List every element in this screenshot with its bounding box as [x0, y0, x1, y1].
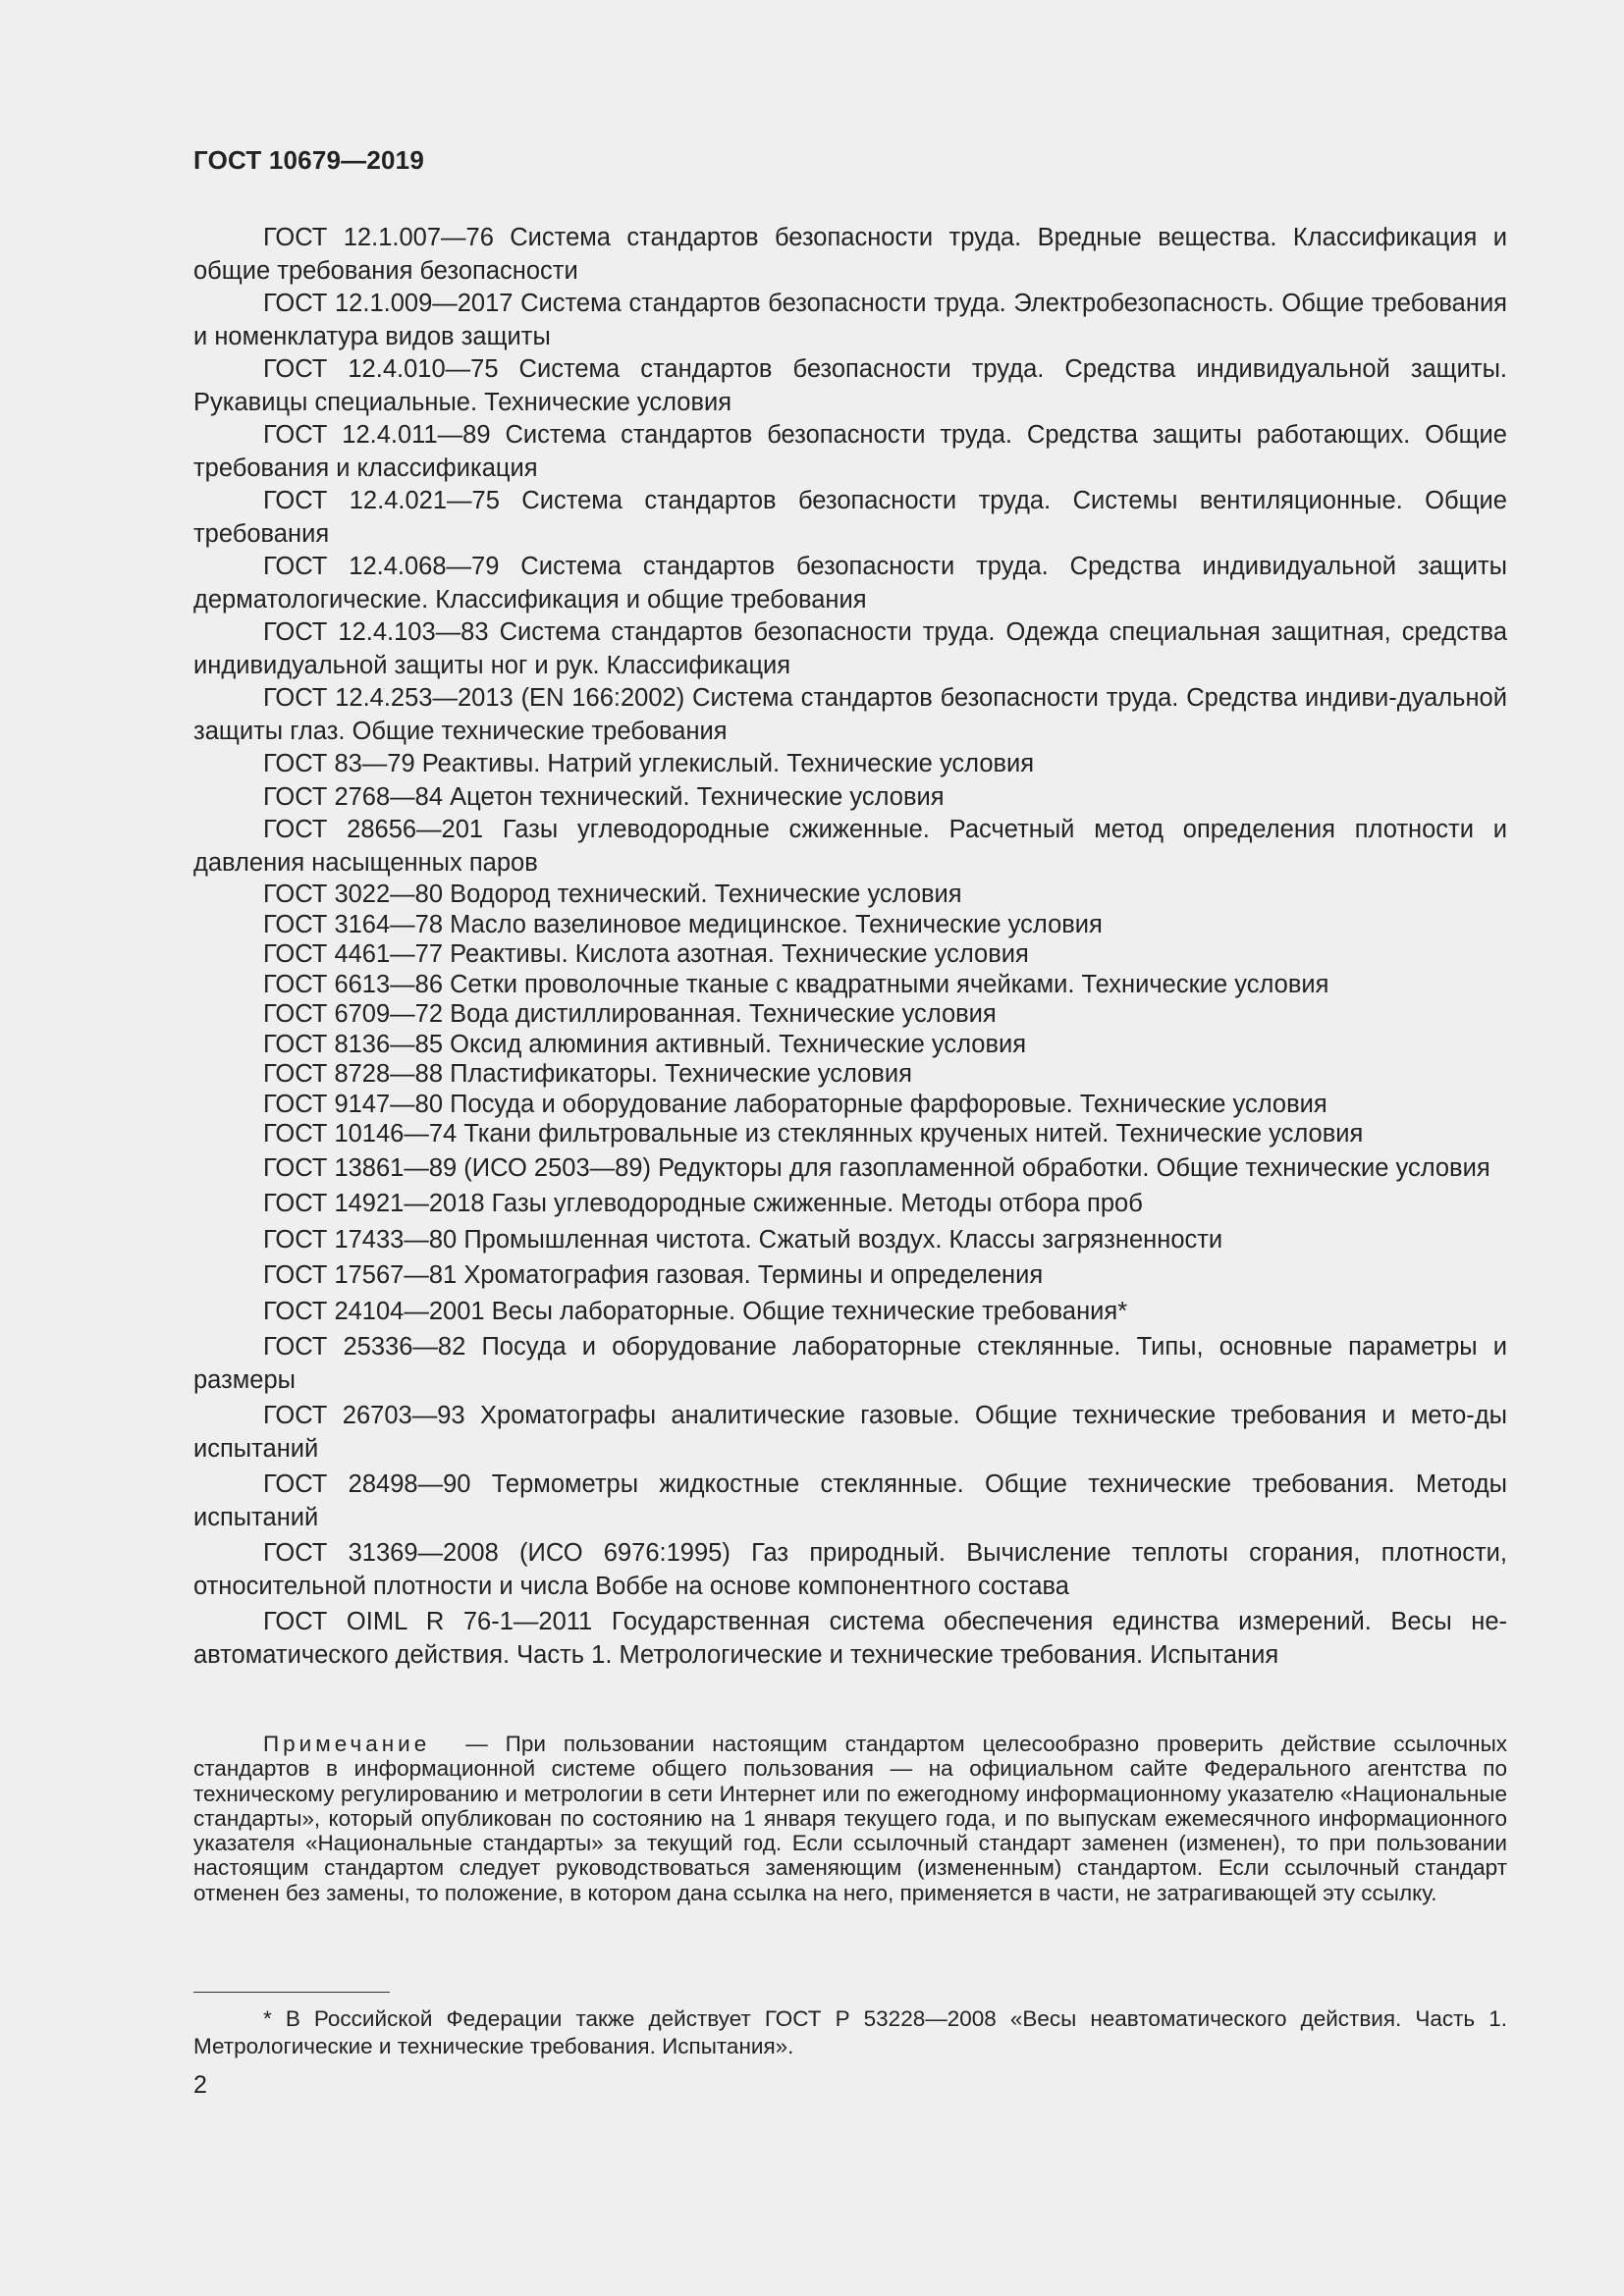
reference-code: ГОСТ 12.4.103—83 [263, 618, 489, 646]
reference-item [193, 682, 1507, 748]
reference-code: ГОСТ 3022—80 [263, 881, 444, 908]
footnote: * В Российской Федерации также действует ГОСТ Р 53228—2008 «Весы неавтоматического действия. Часть 1. Метрологические и технические требования. Испытания». [193, 2006, 1507, 2058]
reference-title: Масло вазелиновое медицинское. Технические условия [450, 910, 1103, 938]
reference-title: Система стандартов безопасности труда. Электробезопасность. Общие требования и номенклатура видов защиты [193, 290, 1507, 350]
reference-code: ГОСТ 12.1.009—2017 [263, 290, 514, 317]
reference-item [193, 551, 1507, 616]
reference-title: Хроматографы аналитические газовые. Общие технические требования и мето-ды испытаний [193, 1402, 1507, 1463]
reference-item [193, 1537, 1507, 1603]
reference-item [193, 222, 1507, 288]
reference-title: Промышленная чистота. Сжатый воздух. Классы загрязненности [463, 1225, 1223, 1254]
reference-title: Посуда и оборудование лабораторные стеклянные. Типы, основные параметры и размеры [193, 1333, 1507, 1394]
reference-code: ГОСТ 3164—78 [263, 910, 444, 938]
reference-title: Пластификаторы. Технические условия [450, 1060, 912, 1088]
reference-title: Хроматография газовая. Термины и определения [463, 1261, 1044, 1289]
reference-item [193, 880, 1507, 910]
reference-item [193, 1606, 1507, 1672]
reference-code: ГОСТ 17433—80 [263, 1225, 458, 1254]
reference-title: Система стандартов безопасности труда. Системы вентиляционные. Общие требования [193, 487, 1507, 548]
reference-title: Ткани фильтровальные из стеклянных крученых нитей. Технические условия [463, 1120, 1364, 1148]
reference-code: ГОСТ 12.1.007—76 [263, 224, 494, 251]
reference-code: ГОСТ 6709—72 [263, 1000, 444, 1028]
reference-item [193, 485, 1507, 551]
reference-item [193, 781, 1507, 815]
reference-item [193, 999, 1507, 1030]
reference-title: Система стандартов безопасности труда. Вредные вещества. Классификация и общие требования безопасности [193, 224, 1507, 285]
reference-title: Система стандартов безопасности труда. Средства индивидуальной защиты дерматологические. Классификация и общие требования [193, 553, 1507, 614]
note-paragraph [193, 1732, 1507, 1905]
reference-item [193, 1224, 1507, 1257]
reference-item [193, 1090, 1507, 1120]
normative-references-list [193, 222, 1507, 1672]
reference-code: ГОСТ 8136—85 [263, 1030, 444, 1058]
reference-code: ГОСТ 4461—77 [263, 940, 444, 968]
reference-title: Редукторы для газопламенной обработки. Общие технические условия [658, 1153, 1490, 1182]
reference-code: ГОСТ 26703—93 [263, 1402, 465, 1429]
reference-title: Реактивы. Натрий углекислый. Технические условия [421, 750, 1035, 777]
reference-item [193, 419, 1507, 485]
page-number: 2 [193, 2071, 207, 2099]
reference-item [193, 1259, 1507, 1293]
reference-title: Весы лабораторные. Общие технические требования* [491, 1297, 1128, 1325]
footnote-separator [193, 1992, 390, 1993]
reference-item [193, 814, 1507, 880]
reference-code: ГОСТ 83—79 [263, 750, 415, 777]
reference-item [193, 353, 1507, 419]
reference-code: ГОСТ 12.4.010—75 [263, 355, 499, 383]
reference-code: ГОСТ 2768—84 [263, 782, 444, 811]
reference-item [193, 1119, 1507, 1149]
page-header: ГОСТ 10679—2019 [193, 145, 424, 175]
reference-title: Вода дистиллированная. Технические условия [450, 1000, 997, 1028]
reference-item [193, 1400, 1507, 1466]
reference-item [193, 1030, 1507, 1060]
reference-code: ГОСТ 8728—88 [263, 1060, 444, 1088]
reference-item [193, 748, 1507, 781]
reference-item [193, 910, 1507, 940]
reference-code: ГОСТ 9147—80 [263, 1090, 444, 1118]
reference-code: ГОСТ 31369—2008 (ИСО 6976:1995) [263, 1539, 731, 1567]
reference-code: ГОСТ 12.4.068—79 [263, 553, 500, 580]
reference-title: Термометры жидкостные стеклянные. Общие технические требования. Методы испытаний [193, 1470, 1508, 1531]
reference-title: Система стандартов безопасности труда. Средства индиви-дуальной защиты глаз. Общие технические требования [193, 684, 1507, 745]
reference-title: Газы углеводородные сжиженные. Расчетный метод определения плотности и давления насыщенных паров [193, 816, 1507, 877]
reference-item [193, 1331, 1507, 1397]
reference-item [193, 616, 1507, 682]
reference-item [193, 1468, 1507, 1534]
reference-title: Реактивы. Кислота азотная. Технические условия [450, 940, 1029, 968]
reference-title: Газ природный. Вычисление теплоты сгорания, плотности, относительной плотности и числа Воббе на основе компонентного состава [193, 1539, 1507, 1600]
reference-title: Оксид алюминия активный. Технические условия [450, 1030, 1027, 1058]
reference-title: Система стандартов безопасности труда. Средства защиты работающих. Общие требования и классификация [193, 421, 1507, 482]
note-label: Примечание [263, 1732, 431, 1756]
reference-code: ГОСТ 13861—89 (ИСО 2503—89) [263, 1153, 651, 1182]
reference-title: Система стандартов безопасности труда. Одежда специальная защитная, средства индивидуальной защиты ног и рук. Классификация [193, 618, 1507, 679]
reference-title: Система стандартов безопасности труда. Средства индивидуальной защиты. Рукавицы специальные. Технические условия [193, 355, 1508, 416]
reference-code: ГОСТ 12.4.253—2013 (EN 166:2002) [263, 684, 685, 712]
reference-code: ГОСТ 28656—201 [263, 816, 484, 843]
reference-title: Сетки проволочные тканые с квадратными ячейками. Технические условия [450, 970, 1329, 998]
reference-code: ГОСТ 10146—74 [263, 1120, 458, 1148]
reference-code: ГОСТ 14921—2018 [263, 1190, 485, 1217]
reference-code: ГОСТ OIML R 76-1—2011 [263, 1608, 593, 1635]
reference-code: ГОСТ 12.4.021—75 [263, 487, 500, 514]
reference-code: ГОСТ 24104—2001 [263, 1297, 485, 1325]
reference-title: Ацетон технический. Технические условия [450, 782, 945, 811]
reference-title: Посуда и оборудование лабораторные фарфоровые. Технические условия [450, 1090, 1327, 1118]
reference-item [193, 1296, 1507, 1329]
reference-code: ГОСТ 17567—81 [263, 1261, 458, 1289]
reference-item [193, 1059, 1507, 1090]
reference-item [193, 970, 1507, 1000]
reference-item [193, 939, 1507, 970]
reference-item [193, 288, 1507, 353]
reference-code: ГОСТ 28498—90 [263, 1470, 471, 1498]
note-text: — При пользовании настоящим стандартом целесообразно проверить действие ссылочных стандартов в информационной системе общего пользования — на официальном сайте Федерального агентства по техническому регулированию и метрологии в сети Интернет или по ежегодному информационному указателю «Национальные стандарты», который опубликован по состоянию на 1 января текущего года, и по выпускам ежемесячного информационного указателя «Национальные стандарты» за текущий год. Если ссылочный стандарт заменен (изменен), то при пользовании настоящим стандартом следует руководствоваться заменяющим (измененным) стандартом. Если ссылочный стандарт отменен без замены, то положение, в котором дана ссылка на него, применяется в части, не затрагивающей эту ссылку. [193, 1732, 1507, 1905]
reference-code: ГОСТ 6613—86 [263, 970, 444, 998]
reference-code: ГОСТ 25336—82 [263, 1333, 466, 1361]
reference-title: Газы углеводородные сжиженные. Методы отбора проб [491, 1190, 1143, 1217]
reference-item [193, 1188, 1507, 1221]
reference-title: Государственная система обеспечения единства измерений. Весы не-автоматического действия. Часть 1. Метрологические и технические требования. Испытания [193, 1608, 1507, 1669]
reference-title: Водород технический. Технические условия [450, 881, 962, 908]
reference-code: ГОСТ 12.4.011—89 [263, 421, 491, 449]
reference-item [193, 1152, 1507, 1186]
